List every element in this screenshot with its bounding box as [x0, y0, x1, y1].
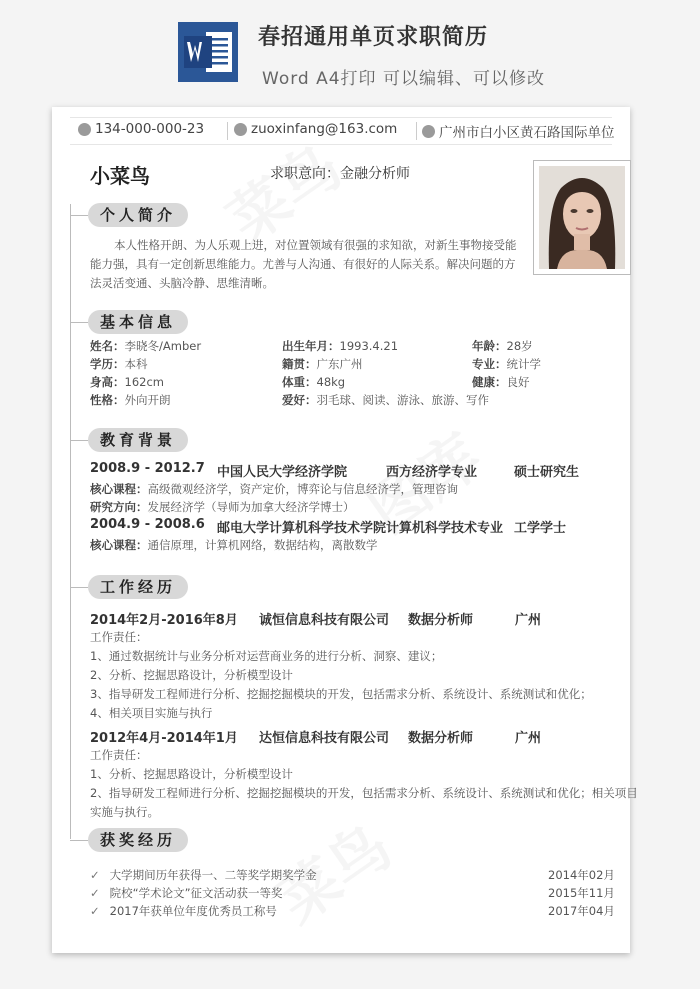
info-field [90, 356, 148, 372]
work-period: 2012年4月-2014年1月 [90, 731, 238, 746]
info-label: 健康： [472, 375, 507, 389]
edu-degree: 工学学士 [514, 521, 567, 536]
section-edu-title: 教育背景 [88, 428, 188, 452]
phone-icon [78, 123, 91, 136]
info-field [282, 374, 345, 390]
section-intro-title: 个人简介 [88, 203, 188, 227]
info-label: 身高： [90, 375, 125, 389]
edu-detail [90, 481, 458, 497]
check-icon: ✓ [90, 886, 100, 900]
timeline-tick [70, 215, 88, 216]
edu-period: 2004.9 - 2008.6 [90, 517, 205, 532]
info-field [472, 356, 541, 372]
award-date: 2017年04月 [548, 904, 615, 918]
award-date: 2014年02月 [548, 868, 615, 882]
email-icon [234, 123, 247, 136]
work-duty-line: 2、指导研发工程师进行分析、挖掘挖掘模块的开发，包括需求分析、系统设计、系统测试和优化；相关项目 [90, 786, 638, 800]
timeline-line [70, 204, 71, 839]
header-banner [0, 0, 700, 100]
timeline-tick [70, 587, 88, 588]
location-icon [422, 125, 435, 138]
edu-detail-label: 研究方向： [90, 500, 148, 514]
info-label: 性格： [90, 393, 125, 407]
word-icon [176, 20, 240, 84]
info-value: 统计学 [506, 357, 541, 371]
section-work-title: 工作经历 [88, 575, 188, 599]
edu-detail-label: 核心课程： [90, 538, 148, 552]
edu-period: 2008.9 - 2012.7 [90, 461, 205, 476]
work-duty-line: 工作责任： [90, 748, 148, 762]
contact-email: zuoxinfang@163.com [234, 121, 397, 137]
info-value: 28岁 [506, 339, 533, 353]
award-text: 2017年获单位年度优秀员工称号 [109, 904, 277, 918]
edu-major: 计算机科学技术专业 [386, 521, 504, 536]
edu-major: 西方经济学专业 [386, 465, 478, 480]
info-label: 籍贯： [282, 357, 317, 371]
work-period: 2014年2月-2016年8月 [90, 613, 238, 628]
info-field [90, 374, 164, 390]
banner-title: 春招通用单页求职简历 [258, 25, 489, 50]
edu-school: 中国人民大学经济学院 [217, 465, 348, 480]
contact-bar [70, 117, 615, 145]
work-duty-line: 2、分析、挖掘思路设计，分析模型设计 [90, 668, 293, 682]
award-item [90, 885, 283, 901]
info-value: 162cm [124, 375, 164, 389]
check-icon: ✓ [90, 904, 100, 918]
edu-school: 邮电大学计算机科学技术学院 [217, 521, 387, 536]
info-value: 本科 [124, 357, 148, 371]
edu-detail [90, 499, 355, 515]
edu-detail-value: 发展经济学（导师为加拿大经济学博士） [147, 500, 355, 514]
info-value: 广东广州 [316, 357, 363, 371]
info-label: 学历： [90, 357, 125, 371]
info-label: 爱好： [282, 393, 317, 407]
portrait-image [539, 166, 625, 269]
profile-photo [539, 166, 625, 269]
info-label: 年龄： [472, 339, 507, 353]
award-date: 2015年11月 [548, 886, 615, 900]
info-label: 专业： [472, 357, 507, 371]
info-value: 羽毛球、阅读、游泳、旅游、写作 [316, 393, 489, 407]
info-label: 体重： [282, 375, 317, 389]
contact-phone: 134-000-000-23 [78, 121, 204, 137]
edu-detail [90, 537, 378, 553]
work-duty-line: 工作责任： [90, 630, 148, 644]
award-text: 院校“学术论文”征文活动获一等奖 [109, 886, 283, 900]
info-field [472, 338, 533, 354]
work-duty-line: 4、相关项目实施与执行 [90, 706, 213, 720]
work-duty-line: 1、分析、挖掘思路设计，分析模型设计 [90, 767, 293, 781]
work-duty-line: 3、指导研发工程师进行分析、挖掘挖掘模块的开发，包括需求分析、系统设计、系统测试和优化； [90, 687, 592, 701]
edu-detail-label: 核心课程： [90, 482, 148, 496]
intro-text: 本人性格开朗、为人乐观上进，对位置领域有很强的求知欲，对新生事物接受能能力强，具有一定创新思维能力。尤善与人沟通、有很好的人际关系。解决问题的方法灵活变通、头脑冷静、思维清晰。 [90, 238, 517, 290]
work-duty-line: 实施与执行。 [90, 805, 159, 819]
check-icon: ✓ [90, 868, 100, 882]
work-company: 达恒信息科技有限公司 [259, 731, 390, 746]
work-position: 数据分析师 [408, 731, 474, 746]
info-field [90, 338, 201, 354]
candidate-name: 小菜鸟 [90, 164, 150, 188]
work-city: 广州 [515, 731, 542, 746]
resume-page [52, 107, 638, 953]
info-value: 李晓冬/Amber [124, 339, 202, 353]
info-value: 良好 [506, 375, 530, 389]
award-text: 大学期间历年获得一、二等奖学期奖学金 [109, 868, 317, 882]
section-basic-title: 基本信息 [88, 310, 188, 334]
timeline-tick [70, 322, 88, 323]
work-duty-line: 1、通过数据统计与业务分析对运营商业务的进行分析、洞察、建议； [90, 649, 443, 663]
edu-detail-value: 高级微观经济学，资产定价，博弈论与信息经济学，管理咨询 [147, 482, 458, 496]
award-item [90, 903, 277, 919]
photo-frame [533, 160, 631, 275]
work-position: 数据分析师 [408, 613, 474, 628]
timeline-tick [70, 440, 88, 441]
info-value: 48kg [316, 375, 346, 389]
info-label: 出生年月： [282, 339, 340, 353]
info-field [282, 392, 489, 408]
info-field [282, 338, 398, 354]
section-awards-title: 获奖经历 [88, 828, 188, 852]
edu-degree: 硕士研究生 [514, 465, 580, 480]
edu-detail-value: 通信原理，计算机网络，数据结构，离散数学 [147, 538, 378, 552]
work-city: 广州 [515, 613, 542, 628]
timeline-tick [70, 840, 88, 841]
contact-address: 广州市白小区黄石路国际单位 [422, 121, 615, 141]
info-field [282, 356, 363, 372]
award-item [90, 867, 317, 883]
info-value: 外向开朗 [124, 393, 171, 407]
info-field [90, 392, 171, 408]
info-label: 姓名： [90, 339, 125, 353]
info-field [472, 374, 530, 390]
divider [227, 122, 228, 140]
divider [416, 122, 417, 140]
info-value: 1993.4.21 [339, 339, 399, 353]
banner-subtitle: Word A4打印 可以编辑、可以修改 [262, 69, 545, 89]
job-intent: 求职意向：金融分析师 [270, 166, 410, 182]
work-company: 诚恒信息科技有限公司 [259, 613, 390, 628]
